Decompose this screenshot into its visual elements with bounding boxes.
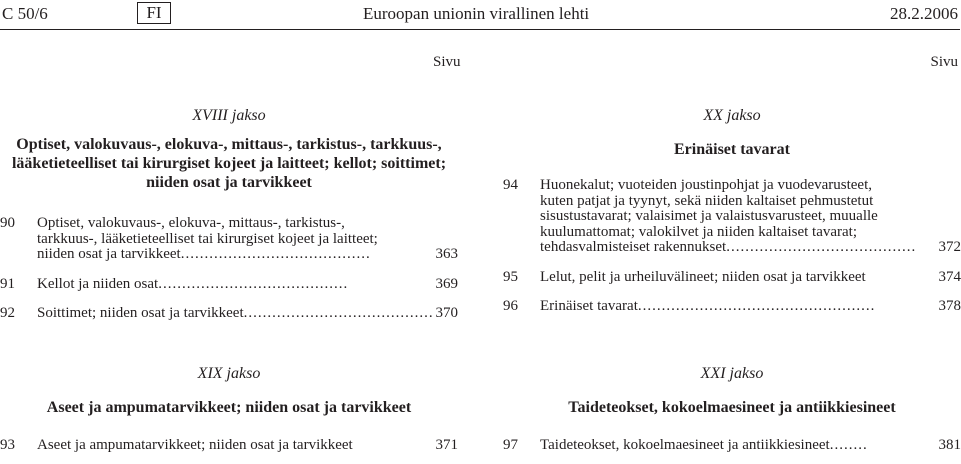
entry-line: tehdasvalmisteiset rakennukset: [540, 239, 727, 255]
chapter-number: 97: [503, 437, 518, 453]
language-badge: FI: [137, 2, 171, 24]
leader-dots: ........................................: [726, 239, 917, 255]
page-number: 369: [435, 275, 458, 292]
page-number: 370: [435, 305, 458, 321]
leader-dots: [866, 270, 909, 286]
entry-line: Taideteokset, kokoelmaesineet ja antiikkiesineet: [540, 437, 830, 453]
page-number: 381: [938, 437, 961, 453]
toc-entry: [503, 178, 961, 256]
leader-dots: ........................................: [180, 246, 371, 262]
section-xviii: [0, 106, 458, 322]
leader-dots: ........: [829, 437, 868, 453]
section-title: [0, 135, 458, 192]
section-number: XVIII jakso: [192, 107, 266, 124]
toc-entry: [0, 216, 458, 263]
entry-line: tarkkuus-, lääketieteelliset tai kirurgiset kojeet ja laitteet;: [37, 230, 378, 247]
section-xix: [0, 364, 458, 454]
toc-entry: [503, 299, 961, 315]
section-title-line: Optiset, valokuvaus-, elokuva-, mittaus-, tarkistus-, tarkkuus-,: [16, 136, 442, 153]
section-title-line: Erinäiset tavarat: [674, 141, 790, 158]
toc-entry: [0, 306, 458, 322]
page-number: 378: [938, 298, 961, 314]
section-title-line: lääketieteelliset tai kirurgiset kojeet ja laitteet; kellot; soittimet;: [11, 155, 447, 172]
entry-line: kuulumattomat; valokilvet ja niiden kaltaiset tavarat;: [540, 223, 857, 240]
toc-entry: [503, 270, 961, 286]
publication-date: 28.2.2006: [890, 4, 958, 23]
section-number: XX jakso: [703, 107, 761, 124]
chapter-number: 93: [0, 437, 15, 453]
page-number: 372: [938, 239, 961, 255]
page-number: 374: [938, 268, 961, 285]
entry-line: Optiset, valokuvaus-, elokuva-, mittaus-, tarkistus-,: [37, 215, 345, 231]
section-title: [503, 398, 961, 417]
entry-line: Soittimet; niiden osat ja tarvikkeet: [37, 305, 244, 321]
chapter-number: 96: [503, 298, 518, 314]
entry-line: niiden osat ja tarvikkeet: [37, 246, 181, 262]
sivu-label-left: Sivu: [433, 54, 461, 70]
chapter-number: 94: [503, 177, 518, 193]
section-title-line: Taideteokset, kokoelmaesineet ja antiikkiesineet: [568, 399, 896, 416]
leader-dots: [353, 438, 406, 454]
chapter-number: 90: [0, 215, 15, 231]
entry-line: Lelut, pelit ja urheiluvälineet; niiden osat ja tarvikkeet: [540, 268, 866, 285]
entry-line: Kellot ja niiden osat: [37, 275, 159, 292]
journal-title: Euroopan unionin virallinen lehti: [363, 4, 590, 23]
chapter-number: 95: [503, 268, 518, 285]
section-xxi: [503, 364, 961, 454]
section-title: [503, 140, 961, 159]
leader-dots: ........................................: [243, 305, 434, 321]
entry-line: Erinäiset tavarat: [540, 298, 638, 314]
chapter-number: 91: [0, 275, 15, 292]
leader-dots: ..................................................: [637, 298, 876, 314]
entry-line: Huonekalut; vuoteiden joustinpohjat ja vuodevarusteet,: [540, 177, 873, 193]
toc-entry: [0, 438, 458, 454]
entry-line: Aseet ja ampumatarvikkeet; niiden osat ja tarvikkeet: [37, 437, 353, 453]
entry-line: kuten patjat ja tyynyt, sekä niiden kaltaiset pehmustetut: [540, 192, 874, 209]
page-number: 371: [435, 437, 458, 453]
section-title: [0, 398, 458, 417]
section-title-line: Aseet ja ampumatarvikkeet; niiden osat ja tarvikkeet: [46, 399, 412, 416]
page-number: 363: [435, 246, 458, 262]
toc-entry: [503, 438, 961, 454]
header-rule: [0, 29, 960, 30]
toc-entry: [0, 277, 458, 293]
section-number: XXI jakso: [700, 365, 764, 382]
page-reference: C 50/6: [2, 4, 48, 23]
section-title-line: niiden osat ja tarvikkeet: [146, 174, 312, 191]
section-xx: [503, 106, 961, 315]
chapter-number: 92: [0, 305, 15, 321]
entry-line: sisustustavarat; valaisimet ja valaistusvarusteet, muualle: [540, 208, 878, 224]
section-number: XIX jakso: [197, 365, 261, 382]
sivu-label-right: Sivu: [930, 54, 958, 70]
leader-dots: ........................................: [158, 275, 349, 292]
